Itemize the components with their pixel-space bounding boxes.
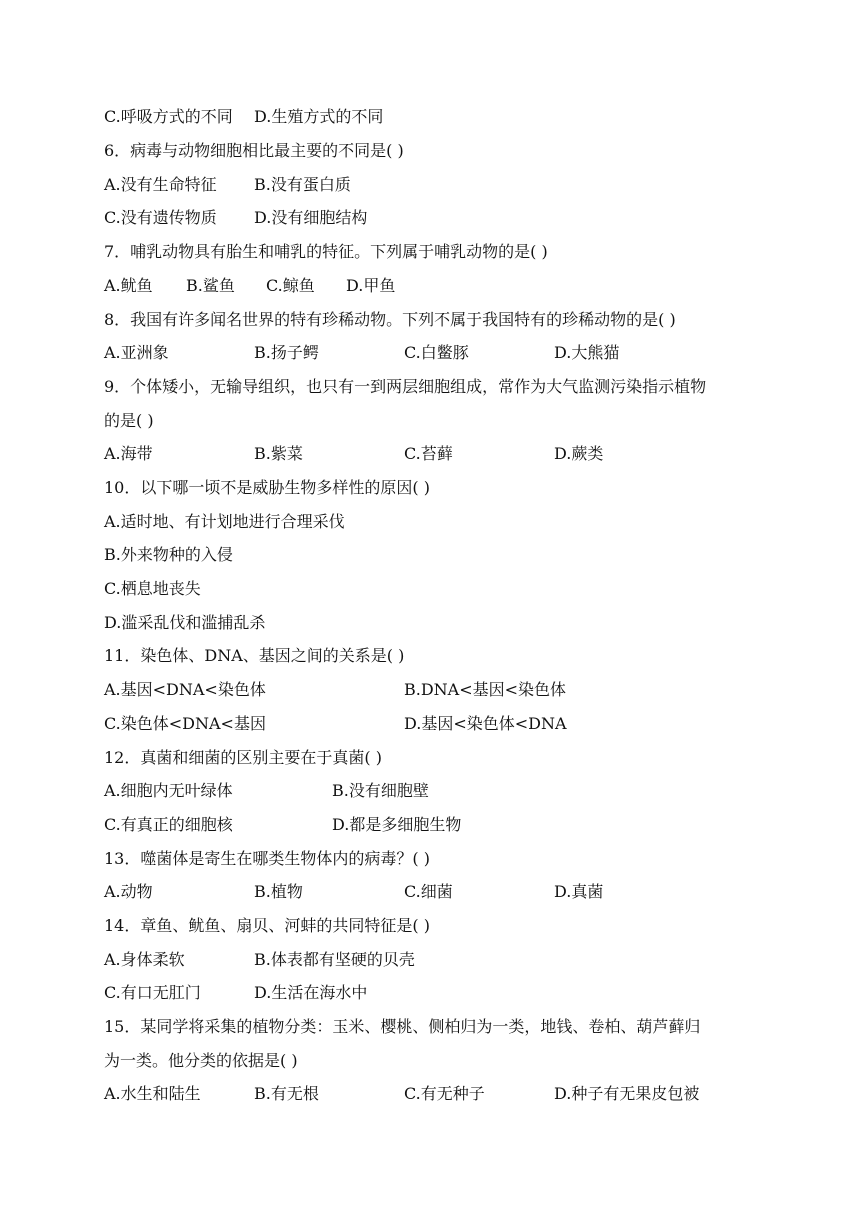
q13-stem: 13．噬菌体是寄生在哪类生物体内的病毒？( ): [104, 849, 430, 868]
q6-option-b: B.没有蛋白质: [254, 175, 351, 194]
q8-option-d: D.大熊猫: [554, 343, 620, 362]
q15-option-a: A.水生和陆生: [104, 1084, 201, 1103]
q8-option-a: A.亚洲象: [104, 343, 169, 362]
q14-option-d: D.生活在海水中: [254, 983, 368, 1002]
q13-option-c: C.细菌: [404, 882, 453, 901]
q13-option-b: B.植物: [254, 882, 303, 901]
q15-stem-line-2: 为一类。他分类的依据是( ): [104, 1051, 298, 1070]
q8-option-b: B.扬子鳄: [254, 343, 319, 362]
q10-option-d: D.滥采乱伐和滥捕乱杀: [104, 613, 266, 632]
q14-option-b: B.体表都有坚硬的贝壳: [254, 950, 415, 969]
q8-stem: 8．我国有许多闻名世界的特有珍稀动物。下列不属于我国特有的珍稀动物的是( ): [104, 310, 676, 329]
q5-option-c: C.呼吸方式的不同: [104, 107, 233, 126]
q7-option-c: C.鲸鱼: [266, 276, 315, 295]
q15-stem-line-1: 15．某同学将采集的植物分类：玉米、樱桃、侧柏归为一类，地钱、卷柏、葫芦藓归: [104, 1017, 701, 1036]
q11-option-b: B.DNA<基因<染色体: [404, 680, 567, 699]
q15-option-b: B.有无根: [254, 1084, 319, 1103]
q9-option-b: B.紫菜: [254, 444, 303, 463]
q9-stem-line-1: 9．个体矮小，无输导组织，也只有一到两层细胞组成，常作为大气监测污染指示植物: [104, 377, 707, 396]
q6-option-a: A.没有生命特征: [104, 175, 217, 194]
q12-option-b: B.没有细胞壁: [332, 781, 429, 800]
q9-stem-line-2: 的是( ): [104, 411, 154, 430]
q7-option-a: A.鱿鱼: [104, 276, 153, 295]
q12-option-a: A.细胞内无叶绿体: [104, 781, 233, 800]
q10-option-b: B.外来物种的入侵: [104, 545, 233, 564]
q6-stem: 6．病毒与动物细胞相比最主要的不同是( ): [104, 141, 404, 160]
q5-option-d: D.生殖方式的不同: [254, 107, 384, 126]
q11-stem: 11．染色体、DNA、基因之间的关系是( ): [104, 646, 405, 665]
q10-option-a: A.适时地、有计划地进行合理采伐: [104, 512, 345, 531]
q11-option-c: C.染色体<DNA<基因: [104, 714, 266, 733]
q10-stem: 10．以下哪一顷不是威胁生物多样性的原因( ): [104, 478, 430, 497]
q11-option-a: A.基因<DNA<染色体: [104, 680, 266, 699]
q12-option-d: D.都是多细胞生物: [332, 815, 462, 834]
q12-option-c: C.有真正的细胞核: [104, 815, 233, 834]
q14-option-a: A.身体柔软: [104, 950, 185, 969]
q14-stem: 14．章鱼、鱿鱼、扇贝、河蚌的共同特征是( ): [104, 916, 430, 935]
q13-option-a: A.动物: [104, 882, 153, 901]
q6-option-c: C.没有遗传物质: [104, 208, 217, 227]
q7-option-b: B.鲨鱼: [186, 276, 235, 295]
q9-option-a: A.海带: [104, 444, 153, 463]
q15-option-c: C.有无种子: [404, 1084, 485, 1103]
q6-option-d: D.没有细胞结构: [254, 208, 368, 227]
q15-option-d: D.种子有无果皮包被: [554, 1084, 700, 1103]
q11-option-d: D.基因<染色体<DNA: [404, 714, 567, 733]
q7-option-d: D.甲鱼: [346, 276, 396, 295]
q10-option-c: C.栖息地丧失: [104, 579, 201, 598]
q7-stem: 7．哺乳动物具有胎生和哺乳的特征。下列属于哺乳动物的是( ): [104, 242, 548, 261]
q9-option-d: D.蕨类: [554, 444, 604, 463]
q13-option-d: D.真菌: [554, 882, 604, 901]
q14-option-c: C.有口无肛门: [104, 983, 201, 1002]
q12-stem: 12．真菌和细菌的区别主要在于真菌( ): [104, 748, 382, 767]
q9-option-c: C.苔藓: [404, 444, 453, 463]
q8-option-c: C.白鳖豚: [404, 343, 469, 362]
